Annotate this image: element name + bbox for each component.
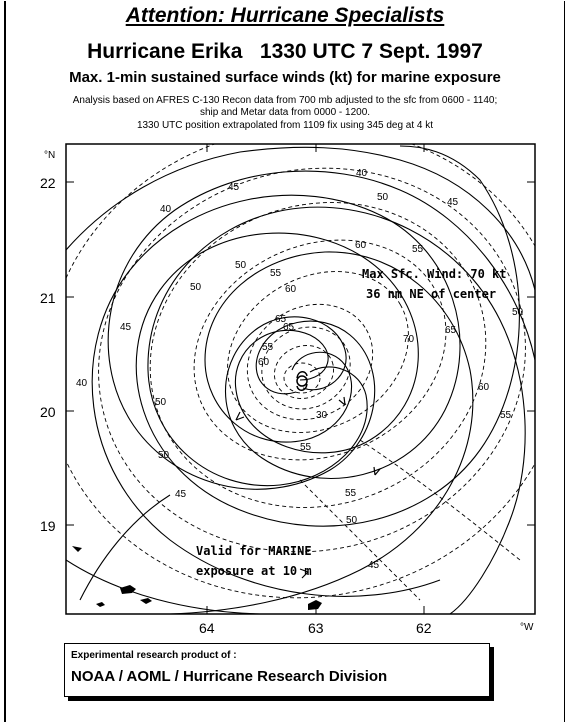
contour-label: 60 <box>285 284 297 295</box>
contour-label: 40 <box>160 204 172 215</box>
contour-label: 60 <box>258 357 270 368</box>
contour-label: 55 <box>300 442 312 453</box>
contour-label: 55 <box>345 488 357 499</box>
contour-label: 55 <box>262 342 274 353</box>
contour-label: 45 <box>120 322 132 333</box>
contour-label: 50 <box>235 260 247 271</box>
contour-label: 65 <box>445 325 457 336</box>
contour-label: 65 <box>283 322 295 333</box>
lon-unit-label: °W <box>520 622 534 633</box>
lat-tick-label: 20 <box>40 404 56 420</box>
contour-label: 70 <box>403 334 415 345</box>
lon-tick-label: 63 <box>308 620 324 636</box>
contour-label: 50 <box>346 515 358 526</box>
contour-label: 60 <box>355 240 367 251</box>
credit-caption: Experimental research product of : <box>71 650 237 661</box>
lat-tick-label: 19 <box>40 518 56 534</box>
contour-label: 50 <box>190 282 202 293</box>
lon-tick-label: 64 <box>199 620 215 636</box>
analysis-note-3: 1330 UTC position extrapolated from 1109 fix using 345 deg at 4 kt <box>136 120 434 131</box>
lat-tick-label: 21 <box>40 290 56 306</box>
max-wind-note-line2: 36 nm NE of center <box>366 287 497 301</box>
valid-note-line2: exposure at 10 m <box>196 564 312 578</box>
contour-label: 45 <box>228 182 240 193</box>
contour-label: 55 <box>500 410 512 421</box>
contour-label: 40 <box>356 168 368 179</box>
contour-label: 55 <box>270 268 282 279</box>
page-subtitle: Max. 1-min sustained surface winds (kt) for marine exposure <box>69 69 501 86</box>
analysis-note-1: Analysis based on AFRES C-130 Recon data from 700 mb adjusted to the sfc from 0600 - 1140; <box>72 95 498 106</box>
contour-label: 30 <box>316 410 328 421</box>
page-title: Hurricane Erika 1330 UTC 7 Sept. 1997 <box>87 40 483 63</box>
lat-tick-label: 22 <box>40 175 56 191</box>
contour-label: 40 <box>76 378 88 389</box>
analysis-note-2: ship and Metar data from 0000 - 1200. <box>199 107 371 118</box>
contour-label: 50 <box>377 192 389 203</box>
map-plot-area <box>8 85 570 638</box>
contour-label: 55 <box>412 244 424 255</box>
max-wind-note-line1: Max Sfc. Wind: 70 kt <box>362 267 507 281</box>
contour-label: 50 <box>512 307 524 318</box>
contour-label: 45 <box>447 197 459 208</box>
contour-label: 50 <box>155 397 167 408</box>
valid-note-line1: Valid for MARINE <box>196 544 312 558</box>
attention-heading: Attention: Hurricane Specialists <box>125 4 445 27</box>
lon-tick-label: 62 <box>416 620 432 636</box>
contour-label: 50 <box>158 450 170 461</box>
contour-label: 60 <box>478 382 490 393</box>
contour-label: 65 <box>275 314 287 325</box>
credit-organization: NOAA / AOML / Hurricane Research Division <box>71 668 388 685</box>
lat-unit-label: °N <box>44 150 56 161</box>
contour-label: 45 <box>175 489 187 500</box>
contour-label: 45 <box>368 560 380 571</box>
credit-box <box>64 643 490 697</box>
